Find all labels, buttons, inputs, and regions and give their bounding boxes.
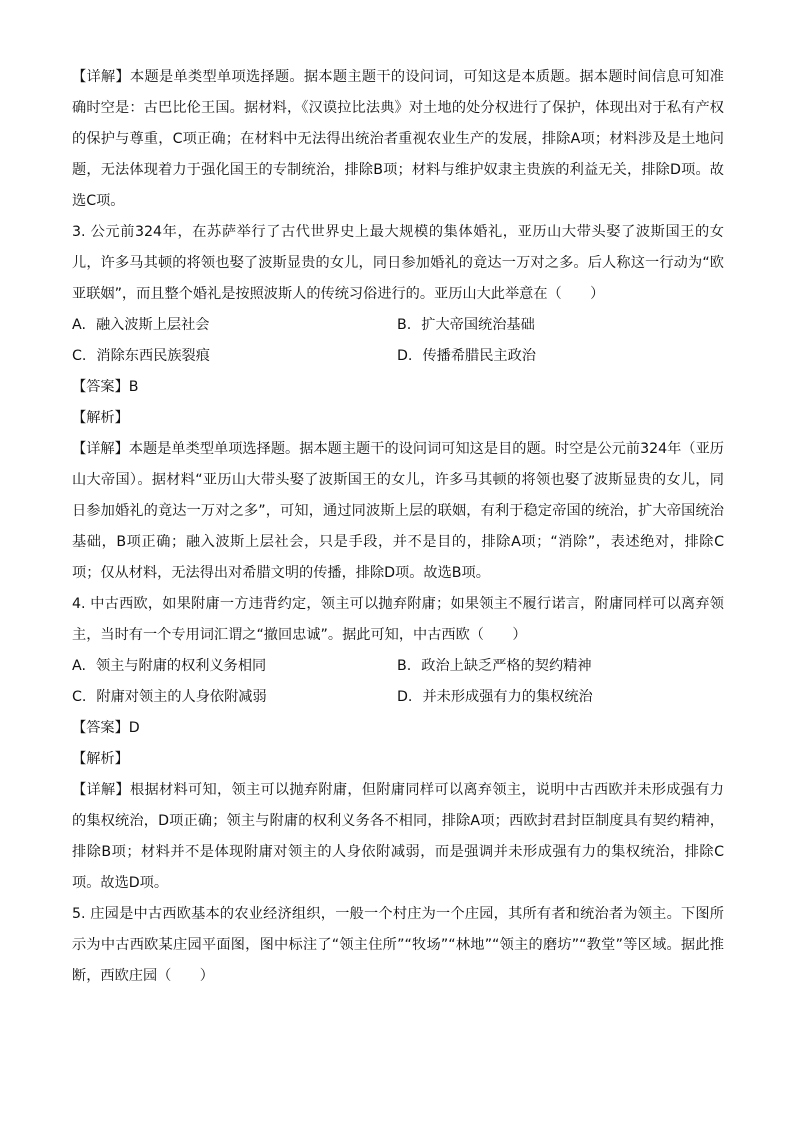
q4-option-c-letter: C. bbox=[72, 689, 87, 705]
q3-option-c bbox=[72, 341, 397, 372]
q2-explanation bbox=[72, 62, 724, 217]
q4-explanation-tag: 【详解】 bbox=[72, 782, 130, 798]
q3-option-d-text: 传播希腊民主政治 bbox=[422, 348, 536, 364]
q3-option-c-letter: C. bbox=[72, 348, 87, 364]
q3-option-b bbox=[397, 310, 724, 341]
q3-answer-value: B bbox=[128, 379, 139, 395]
q3-answer-tag: 【答案】 bbox=[72, 379, 129, 395]
q3-option-a bbox=[72, 310, 397, 341]
q4-option-c-text: 附庸对领主的人身依附减弱 bbox=[96, 689, 267, 705]
q4-option-a-letter: A. bbox=[72, 658, 86, 674]
q4-stem: 4. 中古西欧，如果附庸一方违背约定，领主可以抛弃附庸；如果领主不履行诺言，附庸同样可以离弃领主，当时有一个专用词汇谓之“撤回忠诚”。据此可知，中古西欧（ ） bbox=[72, 596, 724, 643]
q4-answer-tag: 【答案】 bbox=[72, 720, 129, 736]
q3-explanation-text: 本题是单类型单项选择题。据本题主题干的设问词可知这是目的题。时空是公元前324年（亚历山大帝国）。据材料“亚历山大带头娶了波斯国王的女儿，许多马其顿的将领也娶了波斯显贵的女儿，同日参加婚礼的竟达一万对之多”，可知，通过同波斯上层的联姻，有利于稳定帝国的统治，扩大帝国统治基础，B项正确；融入波斯上层社会，只是手段，并不是目的，排除A项；“消除”，表述绝对，排除C项；仅从材料，无法得出对希腊文明的传播，排除D项。故选B项。 bbox=[72, 441, 724, 581]
q3-explanation-tag: 【详解】 bbox=[72, 441, 129, 457]
q3-stem: 3. 公元前324年，在苏萨举行了古代世界史上最大规模的集体婚礼，亚历山大带头娶了波斯国王的女儿，许多马其顿的将领也娶了波斯显贵的女儿，同日参加婚礼的竟达一万对之多。后人称这一行动为“欧亚联姻”，而且整个婚礼是按照波斯人的传统习俗进行的。亚历山大此举意在（ ） bbox=[72, 224, 724, 302]
q5-stem: 5. 庄园是中古西欧基本的农业经济组织，一般一个村庄为一个庄园，其所有者和统治者为领主。下图所示为中古西欧某庄园平面图，图中标注了“领主住所”“牧场”“林地”“领主的磨坊”“教堂”等区域。据此推断，西欧庄园（ ） bbox=[72, 906, 724, 984]
q4-option-b-text: 政治上缺乏严格的契约精神 bbox=[421, 658, 592, 674]
q2-explanation-text: 本题是单类型单项选择题。据本题主题干的设问词，可知这是本质题。据本题时间信息可知准确时空是：古巴比伦王国。据材料，《汉谟拉比法典》对土地的处分权进行了保护，体现出对于私有产权的保护与尊重，C项正确；在材料中无法得出统治者重视农业生产的发展，排除A项；材料涉及是土地问题，无法体现着力于强化国王的专制统治，排除B项；材料与维护奴隶主贵族的利益无关，排除D项。故选C项。 bbox=[72, 69, 724, 209]
q4-explanation-text: 根据材料可知，领主可以抛弃附庸，但附庸同样可以离弃领主，说明中古西欧并未形成强有力的集权统治，D项正确；领主与附庸的权利义务各不相同，排除A项；西欧封君封臣制度具有契约精神，排除B项；材料并不是体现附庸对领主的人身依附减弱，而是强调并未形成强有力的集权统治，排除C项。故选D项。 bbox=[72, 782, 724, 891]
q3-options bbox=[72, 310, 724, 372]
q4-explanation bbox=[72, 775, 724, 899]
q4-option-b bbox=[397, 651, 724, 682]
q3-option-a-letter: A. bbox=[72, 317, 86, 333]
q3-option-b-letter: B. bbox=[397, 317, 412, 333]
q4-option-d-text: 并未形成强有力的集权统治 bbox=[422, 689, 593, 705]
q3-option-c-text: 消除东西民族裂痕 bbox=[96, 348, 210, 364]
q3-option-d bbox=[397, 341, 724, 372]
q4-option-a-text: 领主与附庸的权利义务相同 bbox=[95, 658, 267, 674]
q4-option-c bbox=[72, 682, 397, 713]
q4-answer bbox=[72, 713, 724, 744]
q4-options bbox=[72, 651, 724, 713]
q4-answer-value: D bbox=[128, 720, 140, 736]
q3-analysis-tag: 【解析】 bbox=[72, 410, 129, 426]
q3-option-a-text: 融入波斯上层社会 bbox=[95, 317, 210, 333]
q3-answer bbox=[72, 372, 724, 403]
q3-option-b-text: 扩大帝国统治基础 bbox=[421, 317, 535, 333]
q4-option-b-letter: B. bbox=[397, 658, 412, 674]
q4-option-a bbox=[72, 651, 397, 682]
q3-explanation bbox=[72, 434, 724, 589]
q3-option-d-letter: D. bbox=[397, 348, 413, 364]
q4-analysis-tag: 【解析】 bbox=[72, 751, 129, 767]
q2-explanation-tag: 【详解】 bbox=[72, 69, 130, 85]
q4-option-d-letter: D. bbox=[397, 689, 413, 705]
q4-option-d bbox=[397, 682, 724, 713]
